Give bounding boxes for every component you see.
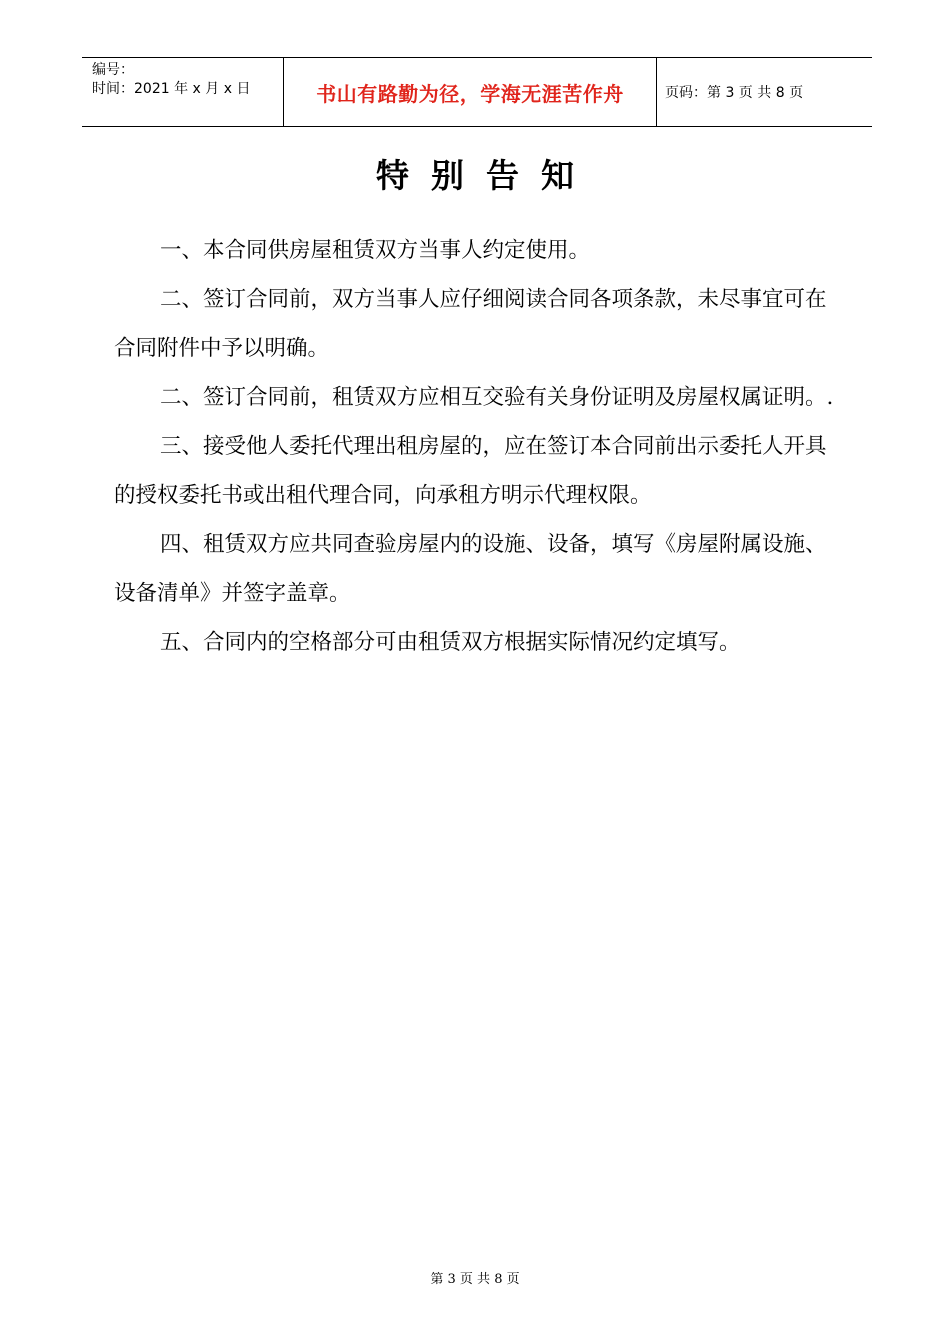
notice-body — [114, 226, 844, 667]
header-motto: 书山有路勤为径，学海无涯苦作舟 — [284, 58, 657, 126]
notice-paragraph: 五、合同内的空格部分可由租赁双方根据实际情况约定填写。 — [160, 630, 741, 655]
header-page-info: 页码：第 3 页 共 8 页 — [665, 85, 804, 101]
header-time-label: 时间：2021 年 x 月 x 日 — [92, 81, 251, 97]
page-title: 特别告知 — [376, 156, 596, 195]
notice-paragraph: 二、签订合同前，租赁双方应相互交验有关身份证明及房屋权属证明。. — [160, 385, 834, 410]
header-number-label: 编号： — [92, 62, 134, 78]
notice-paragraph: 四、租赁双方应共同查验房屋内的设施、设备，填写《房屋附属设施、设备清单》并签字盖章。 — [114, 532, 827, 606]
notice-paragraph: 一、本合同供房屋租赁双方当事人约定使用。 — [160, 238, 591, 263]
document-header — [82, 57, 872, 127]
header-meta-cell — [82, 58, 284, 126]
notice-paragraph: 二、签订合同前，双方当事人应仔细阅读合同各项条款，未尽事宜可在合同附件中予以明确。 — [114, 287, 827, 361]
page-footer: 第 3 页 共 8 页 — [430, 1272, 520, 1287]
notice-paragraph: 三、接受他人委托代理出租房屋的，应在签订本合同前出示委托人开具的授权委托书或出租代理合同，向承租方明示代理权限。 — [114, 434, 827, 508]
